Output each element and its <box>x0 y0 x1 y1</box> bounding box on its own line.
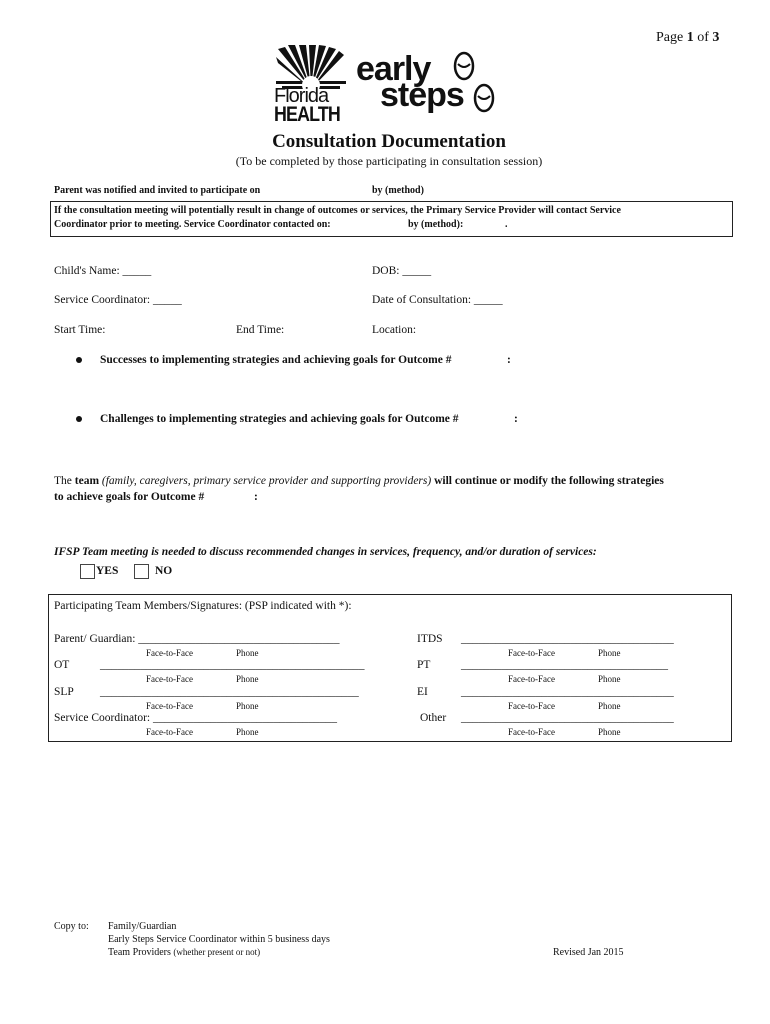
other-signature-line[interactable]: _____________________________________ <box>461 712 674 724</box>
team-italic: (family, caregivers, primary service provider and supporting providers) <box>101 475 432 487</box>
logo-early-text: early <box>356 50 431 88</box>
by-method-label: by (method) <box>372 185 424 196</box>
logo-health-text: HEALTH <box>274 103 340 126</box>
yes-label: YES <box>96 565 119 577</box>
phone-label: Phone <box>236 674 259 684</box>
copy-to-team-providers <box>108 947 260 958</box>
location-field[interactable]: Location: <box>372 324 417 336</box>
logo-steps-text: steps <box>380 76 464 114</box>
page-subtitle: (To be completed by those participating in consultation session) <box>235 154 543 168</box>
pt-label: PT <box>417 659 431 671</box>
notice-method-label: by (method): <box>408 219 464 230</box>
ifsp-question: IFSP Team meeting is needed to discuss recommended changes in services, frequency, and/or duration of services: <box>54 546 597 558</box>
successes-label: Successes to implementing strategies and achieving goals for Outcome # <box>100 354 452 366</box>
bullet-icon <box>76 357 82 363</box>
notice-line-1: If the consultation meeting will potentially result in change of outcomes or services, the Primary Service Provider will contact Service <box>54 205 621 216</box>
team-statement-colon: : <box>254 491 258 503</box>
page-number <box>656 30 719 46</box>
phone-label: Phone <box>236 727 259 737</box>
phone-label: Phone <box>236 701 259 711</box>
notice-period: . <box>505 219 508 230</box>
dob-field[interactable]: DOB: _____ <box>372 265 432 277</box>
successes-colon: : <box>507 354 511 366</box>
page-current: 1 <box>686 30 694 45</box>
date-of-consultation-field[interactable]: Date of Consultation: _____ <box>372 294 503 306</box>
footprint-icon <box>450 50 500 120</box>
ot-label: OT <box>54 659 70 671</box>
bullet-icon <box>76 416 82 422</box>
copy-to-label: Copy to: <box>54 921 89 932</box>
service-coordinator-signature[interactable]: Service Coordinator: ________________________________ <box>54 712 338 724</box>
yes-checkbox[interactable] <box>80 564 95 579</box>
page-of: of <box>697 30 709 45</box>
signatures-heading: Participating Team Members/Signatures: (PSP indicated with *): <box>54 600 352 612</box>
other-label: Other <box>420 712 447 724</box>
team-providers-note: (whether present or not) <box>173 947 261 957</box>
phone-label: Phone <box>598 648 621 658</box>
notice-line-2: Coordinator prior to meeting. Service Coordinator contacted on: <box>54 219 331 230</box>
ei-label: EI <box>417 686 428 698</box>
face-to-face-label: Face-to-Face <box>146 727 193 737</box>
logo-florida-text: Florida <box>274 85 329 107</box>
face-to-face-label: Face-to-Face <box>508 674 555 684</box>
face-to-face-label: Face-to-Face <box>508 727 555 737</box>
florida-health-logo <box>272 45 354 125</box>
itds-label: ITDS <box>417 633 443 645</box>
team-word: team <box>74 475 100 487</box>
team-pre: The <box>54 475 72 487</box>
service-coordinator-field[interactable]: Service Coordinator: _____ <box>54 294 182 306</box>
copy-to-family: Family/Guardian <box>108 921 177 932</box>
pt-signature-line[interactable]: ____________________________________ <box>461 659 668 671</box>
phone-label: Phone <box>598 727 621 737</box>
face-to-face-label: Face-to-Face <box>146 674 193 684</box>
childs-name-field[interactable]: Child's Name: _____ <box>54 265 152 277</box>
face-to-face-label: Face-to-Face <box>508 648 555 658</box>
ei-signature-line[interactable]: _____________________________________ <box>461 686 674 698</box>
revised-date: Revised Jan 2015 <box>553 947 624 958</box>
challenges-colon: : <box>514 413 518 425</box>
face-to-face-label: Face-to-Face <box>508 701 555 711</box>
slp-signature-line[interactable]: _____________________________________________ <box>100 686 359 698</box>
no-label: NO <box>155 565 173 577</box>
face-to-face-label: Face-to-Face <box>146 648 193 658</box>
early-steps-logo <box>354 50 504 120</box>
parent-notified-label: Parent was notified and invited to participate on <box>54 185 261 196</box>
end-time-field[interactable]: End Time: <box>236 324 285 336</box>
slp-label: SLP <box>54 686 74 698</box>
team-statement <box>54 475 664 487</box>
phone-label: Phone <box>598 701 621 711</box>
page-title: Consultation Documentation <box>272 131 506 152</box>
no-checkbox[interactable] <box>134 564 149 579</box>
page-total: 3 <box>712 30 720 45</box>
start-time-field[interactable]: Start Time: <box>54 324 106 336</box>
phone-label: Phone <box>598 674 621 684</box>
parent-guardian-signature[interactable]: Parent/ Guardian: ___________________________________ <box>54 633 340 645</box>
challenges-label: Challenges to implementing strategies and achieving goals for Outcome # <box>100 413 459 425</box>
team-providers-text: Team Providers <box>108 947 171 958</box>
itds-signature-line[interactable]: _____________________________________ <box>461 633 674 645</box>
team-statement-line-2: to achieve goals for Outcome # <box>54 491 205 503</box>
face-to-face-label: Face-to-Face <box>146 701 193 711</box>
phone-label: Phone <box>236 648 259 658</box>
copy-to-service-coordinator: Early Steps Service Coordinator within 5 business days <box>108 934 330 945</box>
page-prefix: Page <box>656 30 684 45</box>
team-post: will continue or modify the following strategies <box>434 475 664 487</box>
ot-signature-line[interactable]: ______________________________________________ <box>100 659 365 671</box>
